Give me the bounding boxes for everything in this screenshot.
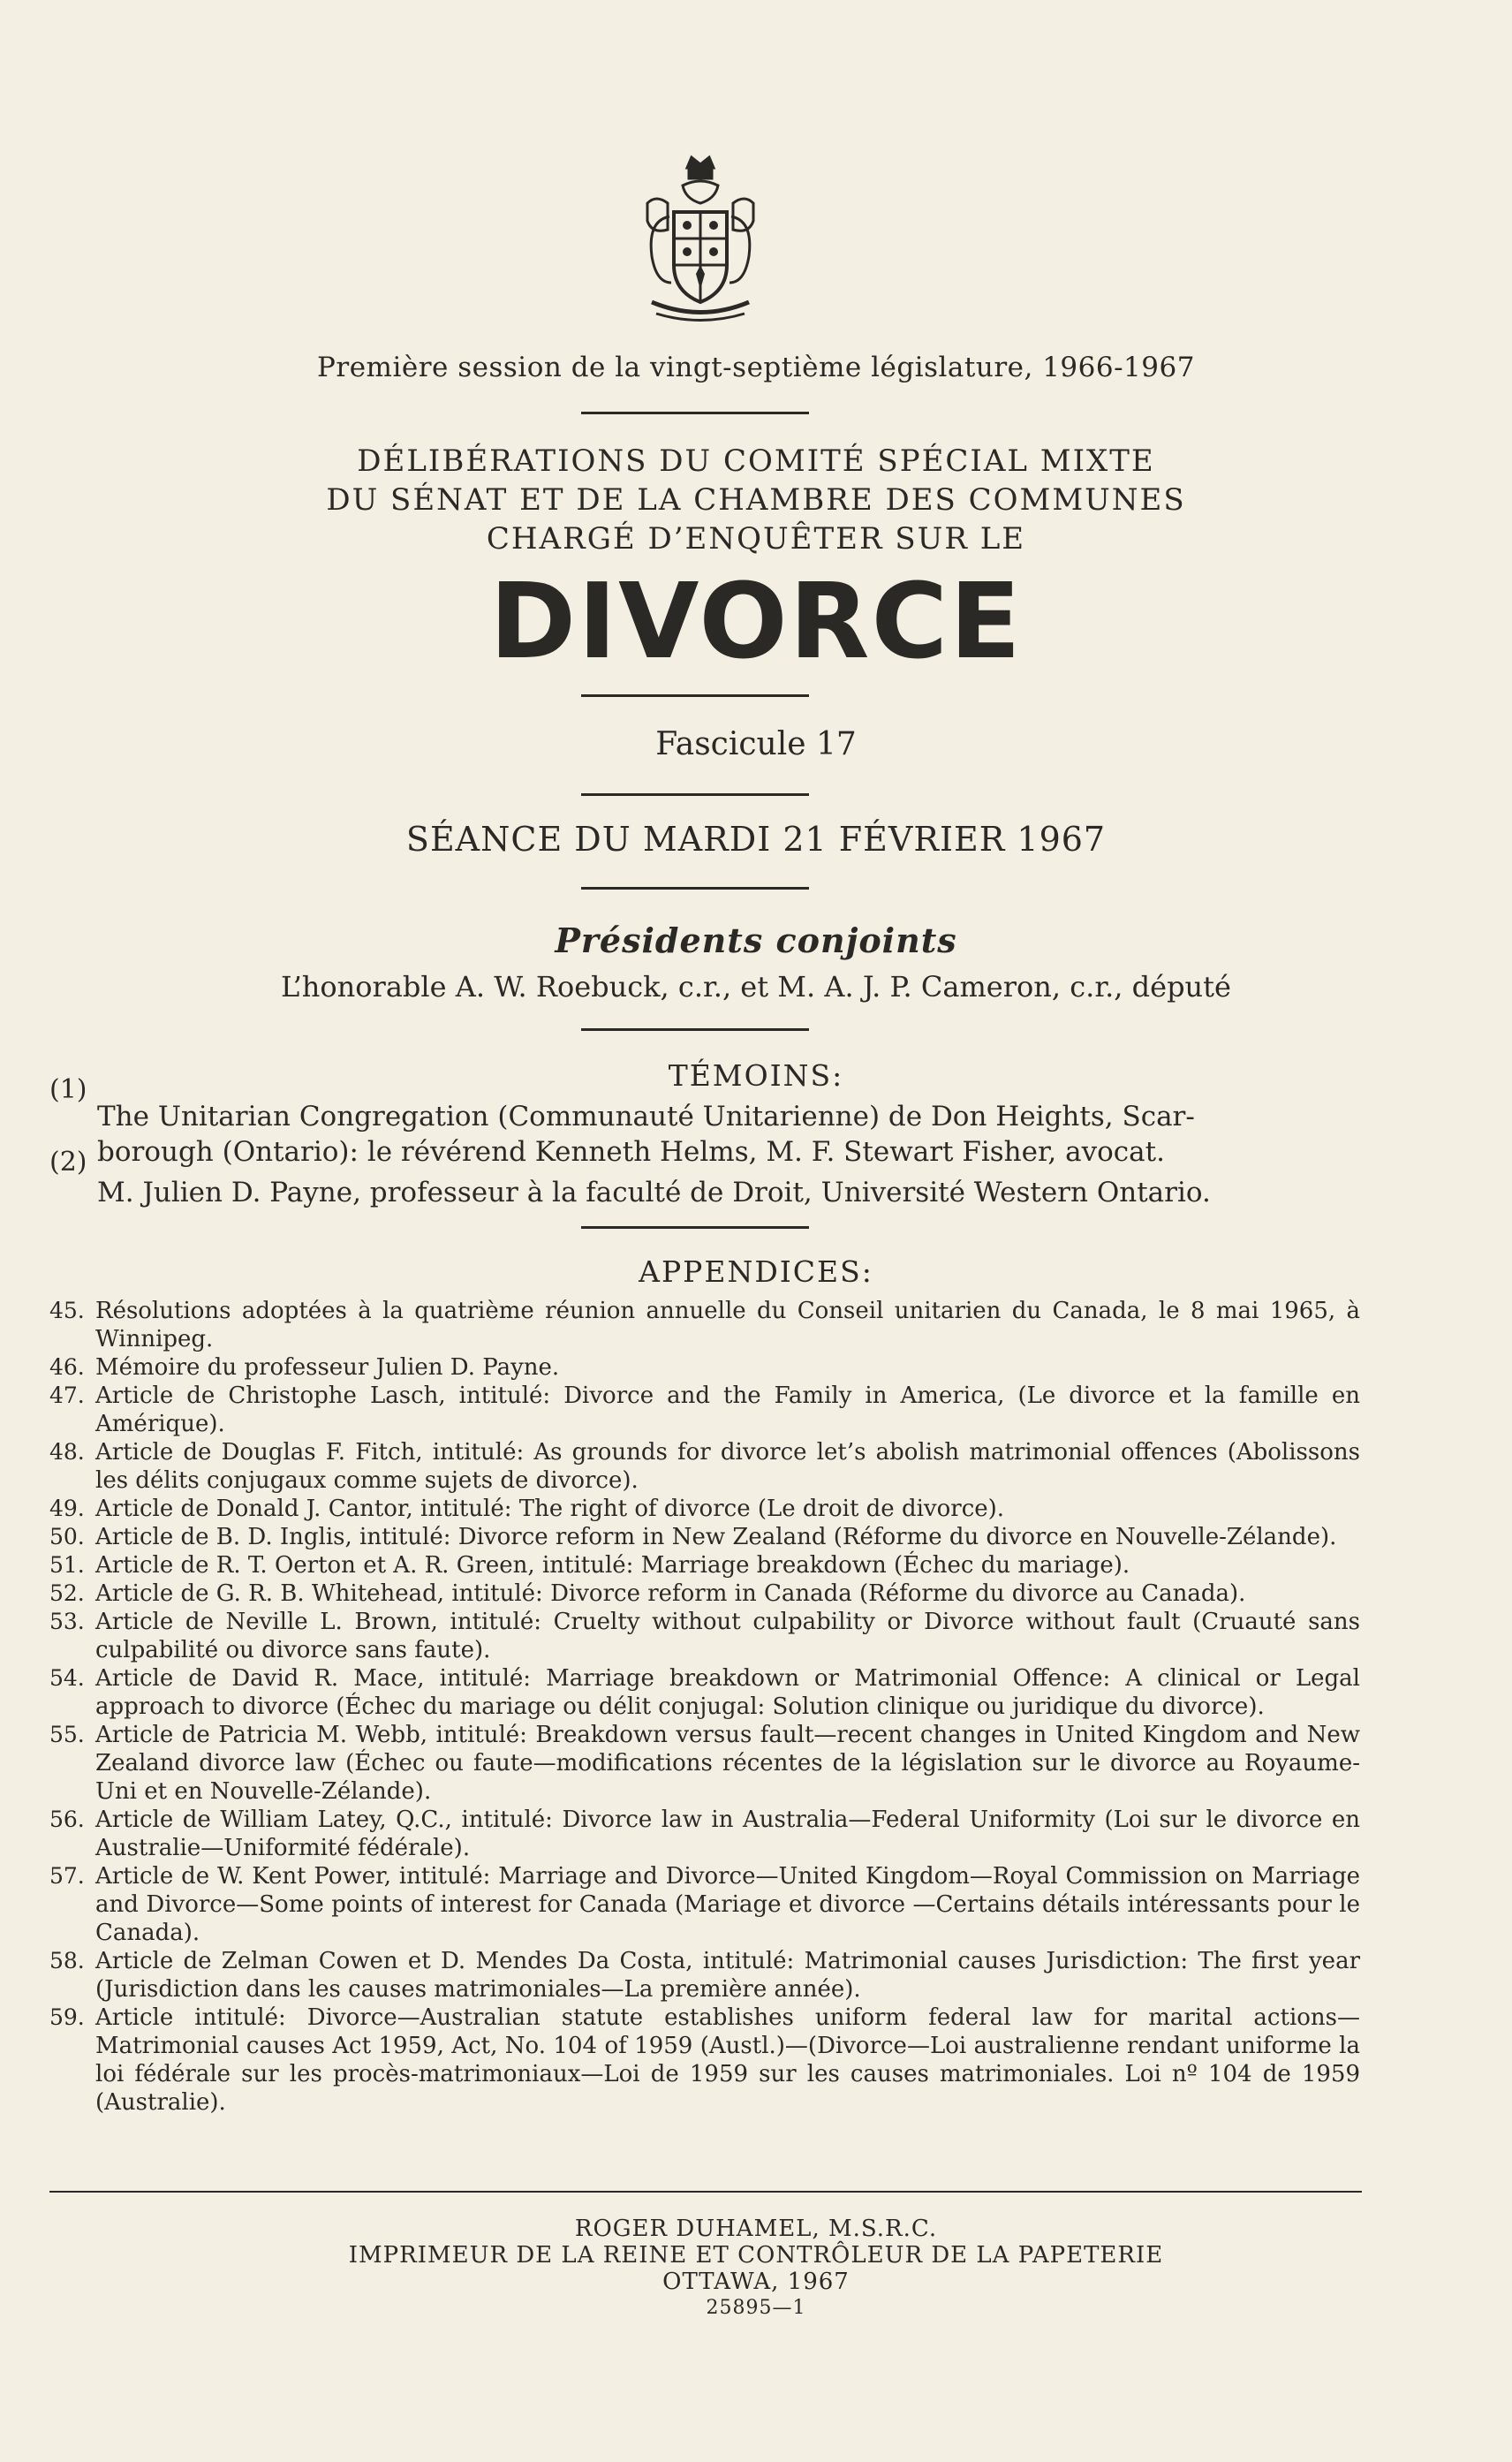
appendix-item [49, 1297, 1360, 1353]
divider-rule [581, 793, 809, 796]
witness-text: The Unitarian Congregation (Communauté Unitarienne) de Don Heights, Scar- [97, 1101, 1195, 1133]
appendix-number: 57. [49, 1863, 85, 1889]
witness-number: (2) [49, 1147, 87, 1178]
footer-printer: ROGER DUHAMEL, M.S.R.C. [574, 2216, 938, 2242]
main-title: DIVORCE [489, 560, 1023, 682]
appendix-text: Résolutions adoptées à la quatrième réunion annuelle du Conseil unitarien du Canada, le 8 mai 1965, à Winnipeg. [95, 1298, 1360, 1352]
appendix-number: 52. [49, 1580, 85, 1606]
appendix-number: 47. [49, 1383, 85, 1408]
presidents-names: L’honorable A. W. Roebuck, c.r., et M. A. J. P. Cameron, c.r., député [281, 970, 1231, 1004]
appendix-text: Article de R. T. Oerton et A. R. Green, intitulé: Marriage breakdown (Échec du mariage). [95, 1552, 1130, 1579]
appendix-text: Article de W. Kent Power, intitulé: Marriage and Divorce—United Kingdom—Royal Commission on Marriage and Divorce—Some points of interest for Canada (Mariage et divorce —Certains détails intéressants pour le Canada). [95, 1863, 1360, 1946]
appendix-item [49, 1806, 1360, 1862]
presidents-heading: Présidents conjoints [555, 920, 957, 960]
appendix-text: Article de Donald J. Cantor, intitulé: The right of divorce (Le droit de divorce). [95, 1496, 1005, 1522]
appendix-text: Mémoire du professeur Julien D. Payne. [95, 1354, 560, 1381]
divider-rule [581, 412, 809, 414]
appendix-item [49, 1664, 1360, 1721]
appendix-number: 56. [49, 1807, 85, 1832]
appendix-item [49, 1579, 1360, 1608]
appendix-text: Article de Neville L. Brown, intitulé: Cruelty without culpability or Divorce without fault (Cruauté sans culpabilité ou divorce sans faute). [95, 1609, 1360, 1663]
witness-line: borough (Ontario): le révérend Kenneth Helms, M. F. Stewart Fisher, avocat. [97, 1136, 1165, 1168]
appendix-number: 54. [49, 1665, 85, 1691]
appendix-item [49, 1551, 1360, 1579]
committee-title [0, 442, 1512, 558]
seance-date: SÉANCE DU MARDI 21 FÉVRIER 1967 [405, 820, 1107, 859]
appendix-text: Article de G. R. B. Whitehead, intitulé: Divorce reform in Canada (Réforme du divorce au Canada). [95, 1580, 1246, 1607]
printer-footer [0, 2216, 1512, 2322]
witness-number: (1) [49, 1074, 87, 1105]
appendix-item [49, 1608, 1360, 1664]
divider-rule [49, 2191, 1362, 2193]
footer-code: 25895—1 [706, 2297, 806, 2319]
witness-line: M. Julien D. Payne, professeur à la faculté de Droit, Université Western Ontario. [97, 1177, 1211, 1208]
title-line-3: CHARGÉ D’ENQUÊTER SUR LE [486, 521, 1026, 557]
appendix-text: Article intitulé: Divorce—Australian statute establishes uniform federal law for marital actions—Matrimonial causes Act 1959, Act, No. 104 of 1959 (Austl.)—(Divorce—Loi australienne rendant uniforme la loi fédérale sur les procès-matrimoniaux—Loi de 1959 sur les causes matrimoniales. Loi nº 104 de 1959 (Australie). [95, 2004, 1360, 2116]
appendix-number: 45. [49, 1298, 85, 1323]
appendix-list [49, 1297, 1360, 2117]
appendix-number: 48. [49, 1439, 85, 1465]
coat-of-arms-icon [634, 150, 767, 327]
appendix-item [49, 2004, 1360, 2117]
fascicule-number: Fascicule 17 [655, 726, 857, 762]
witness-item [97, 1175, 1360, 1210]
appendix-text: Article de Patricia M. Webb, intitulé: Breakdown versus fault—recent changes in United Kingdom and New Zealand divorce law (Échec ou faute—modifications récentes de la législation sur le divorce au Royaume-Uni et en Nouvelle-Zélande). [95, 1722, 1360, 1805]
divider-rule [581, 1226, 809, 1229]
appendices-heading: APPENDICES: [639, 1254, 873, 1289]
appendix-number: 53. [49, 1609, 85, 1634]
appendix-item [49, 1438, 1360, 1495]
witness-line [97, 1099, 1360, 1134]
appendix-text: Article de Zelman Cowen et D. Mendes Da Costa, intitulé: Matrimonial causes Jurisdiction: The first year (Jurisdiction dans les causes matrimoniales—La première année). [95, 1948, 1360, 2003]
appendix-number: 59. [49, 2004, 85, 2030]
divider-rule [581, 887, 809, 890]
appendix-item [49, 1495, 1360, 1523]
witness-item [97, 1099, 1360, 1170]
appendix-item [49, 1523, 1360, 1551]
appendix-number: 49. [49, 1496, 85, 1521]
divider-rule [581, 694, 809, 697]
footer-city: OTTAWA, 1967 [662, 2269, 850, 2295]
appendix-number: 50. [49, 1524, 85, 1549]
appendix-text: Article de B. D. Inglis, intitulé: Divorce reform in New Zealand (Réforme du divorce en Nouvelle-Zélande). [95, 1524, 1337, 1550]
appendix-item [49, 1353, 1360, 1382]
appendix-number: 55. [49, 1722, 85, 1747]
temoins-heading: TÉMOINS: [668, 1058, 844, 1093]
appendix-text: Article de Douglas F. Fitch, intitulé: As grounds for divorce let’s abolish matrimonial offences (Abolissons les délits conjugaux comme sujets de divorce). [95, 1439, 1360, 1494]
appendix-number: 51. [49, 1552, 85, 1578]
appendix-item [49, 1721, 1360, 1806]
appendix-text: Article de William Latey, Q.C., intitulé: Divorce law in Australia—Federal Uniformity (Loi sur le divorce en Australie—Uniformité fédérale). [95, 1807, 1360, 1861]
appendix-item [49, 1862, 1360, 1947]
appendix-item [49, 1382, 1360, 1438]
title-line-1: DÉLIBÉRATIONS DU COMITÉ SPÉCIAL MIXTE [357, 443, 1155, 479]
appendix-item [49, 1947, 1360, 2004]
appendix-text: Article de Christophe Lasch, intitulé: Divorce and the Family in America, (Le divorce et la famille en Amérique). [95, 1383, 1360, 1437]
appendix-number: 46. [49, 1354, 85, 1380]
title-line-2: DU SÉNAT ET DE LA CHAMBRE DES COMMUNES [326, 482, 1186, 518]
divider-rule [581, 1028, 809, 1031]
footer-office: IMPRIMEUR DE LA REINE ET CONTRÔLEUR DE LA PAPETERIE [348, 2242, 1164, 2269]
appendix-number: 58. [49, 1948, 85, 1973]
session-line: Première session de la vingt-septième législature, 1966-1967 [317, 352, 1195, 383]
appendix-text: Article de David R. Mace, intitulé: Marriage breakdown or Matrimonial Offence: A clinical or Legal approach to divorce (Échec du mariage ou délit conjugal: Solution clinique ou juridique du divorce). [95, 1665, 1360, 1720]
